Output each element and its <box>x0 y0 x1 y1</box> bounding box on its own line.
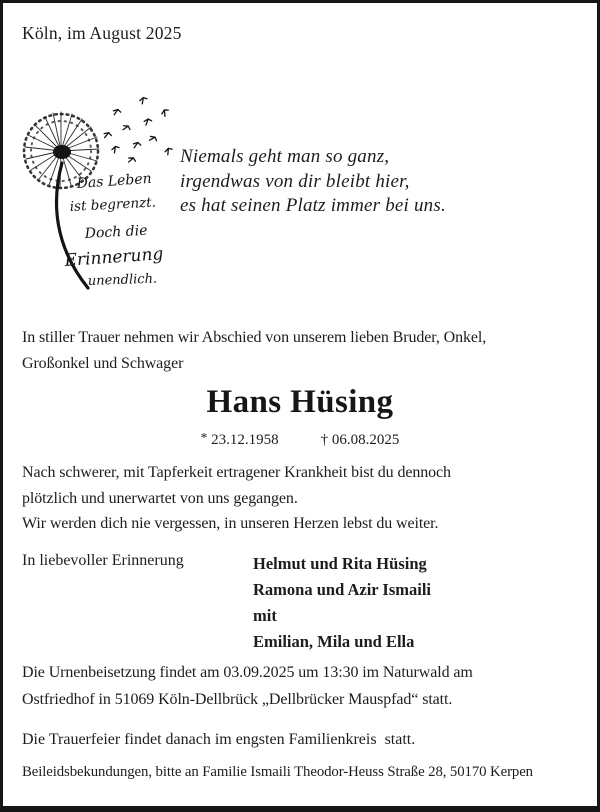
flying-seeds-icon <box>103 97 173 165</box>
mourners-list <box>253 551 431 655</box>
birth-date-value: 23.12.1958 <box>211 432 279 448</box>
memorial-quote <box>180 145 446 219</box>
death-date <box>321 432 400 448</box>
tribute-line: plötzlich und unerwartet von uns gegangen. <box>22 489 298 507</box>
tribute-line: Nach schwerer, mit Tapferkeit ertragener Krankheit bist du dennoch <box>22 464 451 481</box>
intro-text <box>22 325 486 376</box>
quote-line: Niemals geht man so ganz, <box>180 146 390 167</box>
tribute-line: Wir werden dich nie vergessen, in unseren Herzen lebst du weiter. <box>22 515 439 532</box>
memorial-label: In liebevoller Erinnerung <box>22 552 184 569</box>
death-date-value: 06.08.2025 <box>331 432 400 448</box>
burial-line: Ostfriedhof in 51069 Köln-Dellbrück „Dellbrücker Mauspfad“ statt. <box>22 690 453 708</box>
artwork-caption-line: Doch die <box>84 222 148 242</box>
artwork-caption <box>63 171 164 289</box>
birth-date <box>201 432 279 448</box>
artwork-caption-line: ist begrenzt. <box>69 194 157 215</box>
artwork-caption-line: unendlich. <box>87 271 158 289</box>
tribute-text <box>22 460 451 537</box>
dateline: Köln, im August 2025 <box>22 23 182 43</box>
birth-star-symbol: * <box>200 430 208 445</box>
quote-line: es hat seinen Platz immer bei uns. <box>180 195 446 216</box>
quote-line: irgendwas von dir bleibt hier, <box>180 170 410 192</box>
mourner-line: Emilian, Mila und Ella <box>253 632 415 651</box>
mourner-line: mit <box>253 606 277 625</box>
burial-info <box>22 660 473 713</box>
service-info: Die Trauerfeier findet danach im engsten Familienkreis statt. <box>22 731 416 748</box>
life-dates <box>3 430 597 449</box>
death-cross-symbol: † <box>320 432 329 448</box>
intro-line: Großonkel und Schwager <box>22 354 184 372</box>
condolences-info: Beileidsbekundungen, bitte an Familie Ismaili Theodor-Heuss Straße 28, 50170 Kerpen <box>22 764 533 780</box>
dandelion-artwork <box>15 91 183 293</box>
artwork-caption-line: Erinnerung <box>63 244 164 271</box>
artwork-caption-line: Das Leben <box>76 170 153 192</box>
mourner-line: Helmut und Rita Hüsing <box>253 554 427 573</box>
burial-line: Die Urnenbeisetzung findet am 03.09.2025 um 13:30 im Naturwald am <box>22 664 473 681</box>
mourner-line: Ramona und Azir Ismaili <box>253 580 432 599</box>
intro-line: In stiller Trauer nehmen wir Abschied von unserem lieben Bruder, Onkel, <box>22 329 487 346</box>
deceased-name: Hans Hüsing <box>206 384 394 420</box>
